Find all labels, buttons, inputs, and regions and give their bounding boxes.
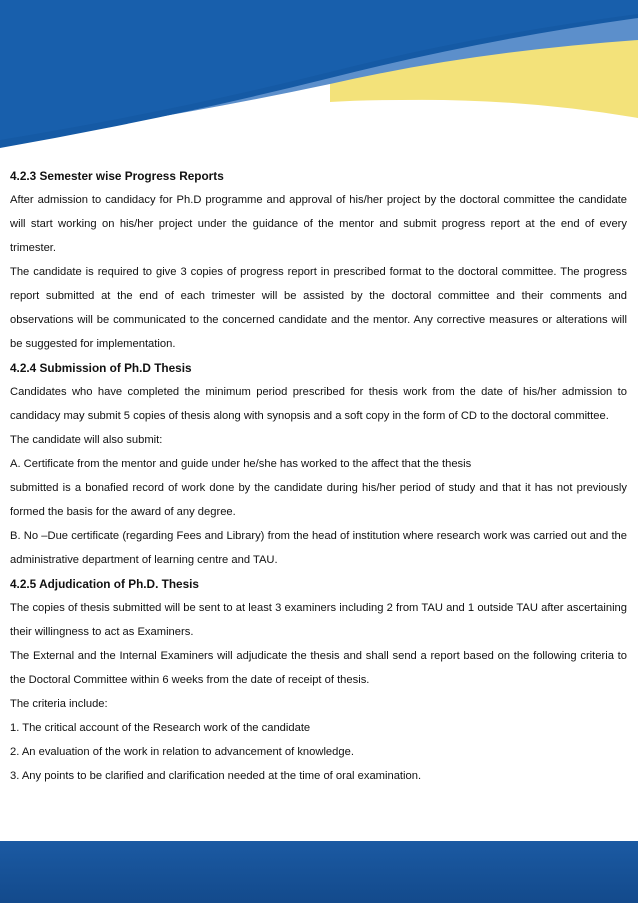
- header-wave-banner: [0, 0, 638, 175]
- list-item: 2. An evaluation of the work in relation to advancement of knowledge.: [10, 746, 354, 758]
- paragraph: The criteria include:: [10, 698, 108, 710]
- paragraph: B. No –Due certificate (regarding Fees and Library) from the head of institution where research work was carried out and the administrative department of learning centre and TAU.: [10, 530, 627, 566]
- paragraph: The candidate is required to give 3 copies of progress report in prescribed format to the doctoral committee. The progress report submitted at the end of each trimester will be assisted by the doctoral committee and their comments and observations will be communicated to the concerned candidate and the mentor. Any corrective measures or alterations will be suggested for implementation.: [10, 266, 627, 350]
- paragraph: The copies of thesis submitted will be sent to at least 3 examiners including 2 from TAU and 1 outside TAU after ascertaining their willingness to act as Examiners.: [10, 602, 627, 638]
- paragraph: submitted is a bonafied record of work done by the candidate during his/her period of study and that it has not previously formed the basis for the award of any degree.: [10, 482, 627, 518]
- footer-bar: [0, 841, 638, 903]
- section-heading: 4.2.5 Adjudication of Ph.D. Thesis: [10, 577, 199, 591]
- list-item: 3. Any points to be clarified and clarification needed at the time of oral examination.: [10, 770, 422, 782]
- document-body: [10, 164, 627, 788]
- paragraph: The candidate will also submit:: [10, 434, 163, 446]
- paragraph: A. Certificate from the mentor and guide under he/she has worked to the affect that the thesis: [10, 458, 472, 470]
- list-item: 1. The critical account of the Research work of the candidate: [10, 722, 311, 734]
- section-heading: 4.2.3 Semester wise Progress Reports: [10, 169, 224, 183]
- paragraph: Candidates who have completed the minimum period prescribed for thesis work from the date of his/her admission to candidacy may submit 5 copies of thesis along with synopsis and a soft copy in the form of CD to the doctoral committee.: [10, 386, 627, 422]
- section-heading: 4.2.4 Submission of Ph.D Thesis: [10, 361, 192, 375]
- paragraph: The External and the Internal Examiners will adjudicate the thesis and shall send a report based on the following criteria to the Doctoral Committee within 6 weeks from the date of receipt of thesis.: [10, 650, 627, 686]
- paragraph: After admission to candidacy for Ph.D programme and approval of his/her project by the doctoral committee the candidate will start working on his/her project under the guidance of the mentor and submit progress report at the end of every trimester.: [10, 194, 627, 254]
